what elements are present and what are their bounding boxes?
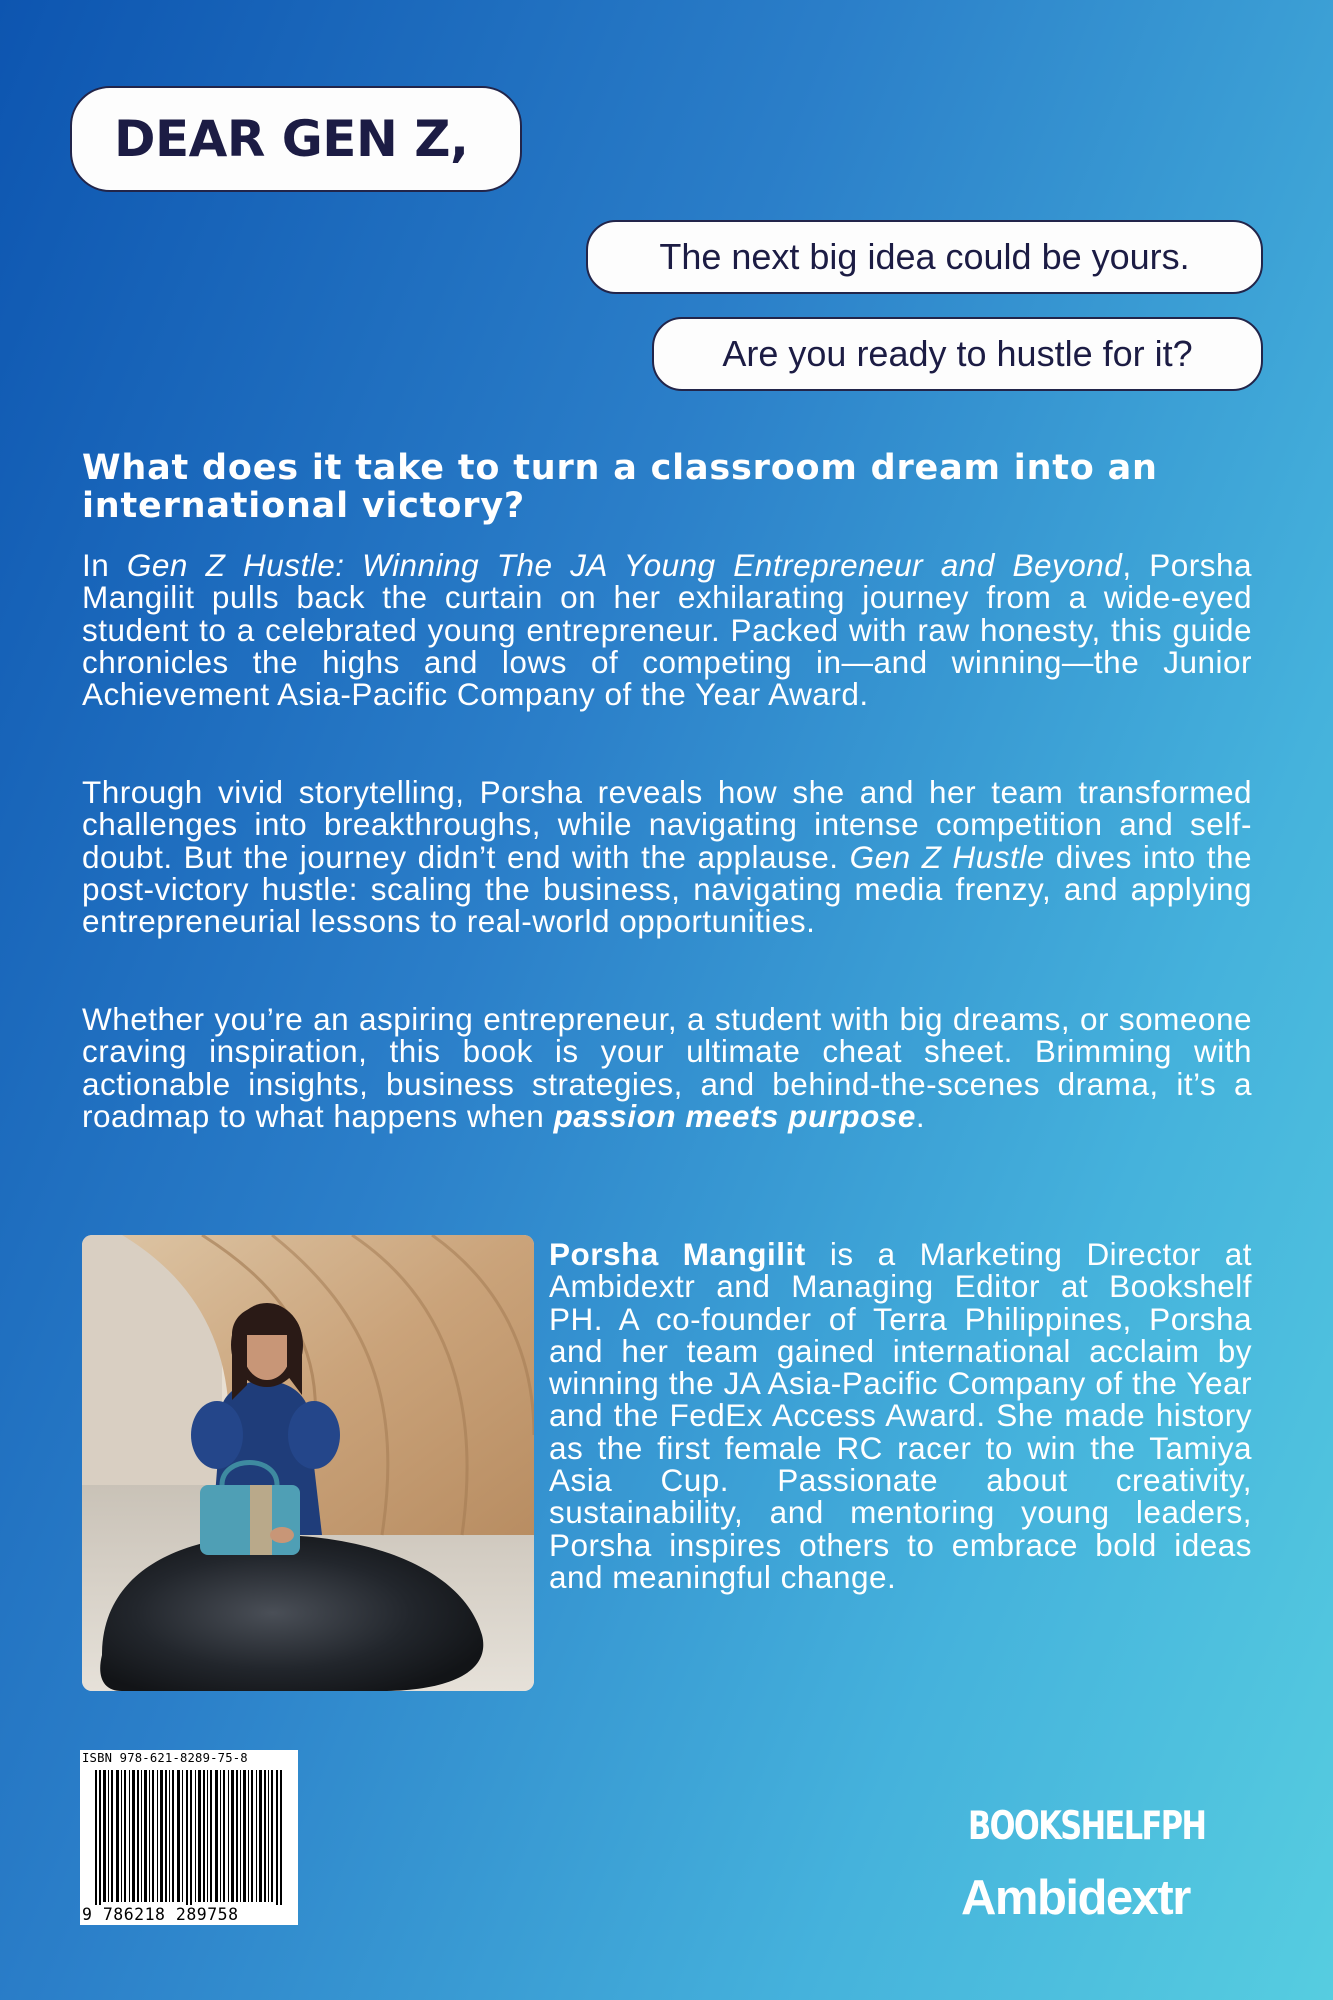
p3-body: Whether you’re an aspiring entrepreneur, a student with big dreams, or someone craving inspiration, this book is your ultimate cheat sheet. Brimming with actionable insights, business strategies, and behind-the-scenes drama, it’s a roadmap to what happens when	[82, 1001, 1252, 1134]
tagline-bubble-2	[652, 317, 1263, 391]
tagline-text-2: Are you ready to hustle for it?	[722, 333, 1193, 374]
book-title: Gen Z Hustle: Winning The JA Young Entrepreneur and Beyond	[126, 547, 1123, 583]
book-title-short: Gen Z Hustle	[849, 838, 1045, 875]
emphasis-phrase: passion meets purpose	[553, 1097, 916, 1134]
publisher-logo: BOOKSHELFPH	[968, 1804, 1206, 1849]
isbn-number: ISBN 978-621-8289-75-8	[82, 1751, 248, 1765]
p3-end: .	[915, 1097, 926, 1134]
p1-body: , Porsha Mangilit pulls back the curtain on her exhilarating journey from a wide-eyed student to a celebrated young entrepreneur. Packed with raw honesty, this guide chronicles the highs and lows of competing in—and winning—the Junior Achievement Asia-Pacific Company of the Year Award.	[82, 547, 1252, 713]
author-photo	[82, 1235, 534, 1691]
tagline-bubble-1	[586, 220, 1263, 294]
isbn-barcode	[80, 1750, 298, 1925]
greeting-bubble	[70, 86, 522, 192]
description-paragraph-2	[82, 774, 1252, 940]
p1-lead: In	[82, 547, 127, 583]
author-name: Porsha Mangilit	[549, 1236, 806, 1272]
p2-part2: dives into the post-victory hustle: scaling the business, navigating media frenzy, and applying entrepreneurial lessons to real-world opportunities.	[82, 838, 1252, 940]
imprint-logo: Ambidextr	[961, 1871, 1190, 1925]
headline: What does it take to turn a classroom dream into an international victory?	[82, 448, 1158, 526]
barcode-bars	[80, 1766, 298, 1916]
description-paragraph-1	[82, 547, 1252, 713]
p2-part1: Through vivid storytelling, Porsha reveals how she and her team transformed challenges into breakthroughs, while navigating intense competition and self-doubt. But the journey didn’t end with the applause.	[82, 774, 1252, 875]
author-bio	[549, 1238, 1252, 1593]
author-bio-text: is a Marketing Director at Ambidextr and Managing Editor at Bookshelf PH. A co-founder of Terra Philippines, Porsha and her team gained international acclaim by winning the JA Asia-Pacific Company of the Year and the FedEx Access Award. She made history as the first female RC racer to win the Tamiya Asia Cup. Passionate about creativity, sustainability, and mentoring young leaders, Porsha inspires others to embrace bold ideas and meaningful change.	[549, 1236, 1252, 1595]
greeting-text: DEAR GEN Z,	[114, 110, 469, 168]
description-paragraph-3	[82, 1003, 1252, 1132]
ean-number: 9 786218 289758	[82, 1905, 296, 1924]
tagline-text-1: The next big idea could be yours.	[659, 236, 1190, 277]
